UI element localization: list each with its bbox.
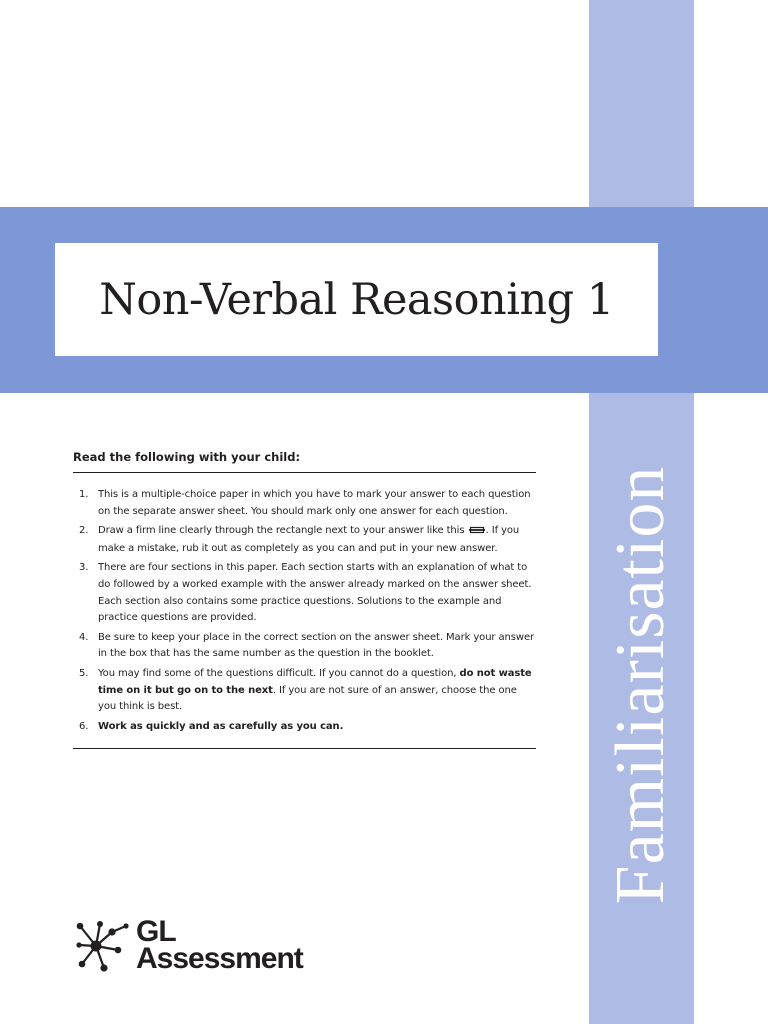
list-item [73,666,536,716]
logo-line-1: GL [136,915,176,948]
item-text: This is a multiple-choice paper in which you have to mark your answer to each question on the separate answer sheet. You should mark only one answer for each question. [98,489,531,517]
gl-network-logo-icon [74,918,130,974]
instructions-heading: Read the following with your child: [73,450,536,473]
logo-line-2: Assessment [136,942,303,975]
item-text: . If you make a mistake, rub it out as completely as you can and put in your new answer. [98,525,520,554]
page-title: Non-Verbal Reasoning 1 [99,274,614,325]
title-box [55,243,658,356]
list-item [73,560,536,626]
instructions-panel [73,450,536,749]
list-item [73,523,536,557]
list-item [73,630,536,663]
item-number: 1. [79,489,89,500]
item-number: 5. [79,667,89,679]
list-item [73,487,536,520]
instructions-list [73,473,536,749]
item-text: . If you are not sure of an answer, choose the one you think is best. [98,684,517,713]
item-bold-text: Work as quickly and as carefully as you can. [98,720,344,732]
item-number: 6. [79,720,89,732]
item-number: 3. [79,562,89,574]
item-bold-text: do not waste time on it but go on to the next [98,667,532,696]
logo-wordmark [136,915,303,975]
list-item [73,719,536,736]
pencil-mark-icon [469,524,485,541]
gl-assessment-logo [74,915,334,978]
item-text: Draw a firm line clearly through the rectangle next to your answer like this [98,525,465,537]
side-label: Familiarisation [602,465,679,905]
item-number: 4. [79,631,89,643]
item-text: You may find some of the questions difficult. If you cannot do a question, [98,667,457,679]
item-text: There are four sections in this paper. Each section starts with an explanation of what to do followed by a worked example with the answer already marked on the answer sheet. Each section also contains some practice questions. Solutions to the example and practice questions are provided. [98,562,532,624]
item-number: 2. [79,525,89,537]
item-text: Be sure to keep your place in the correct section on the answer sheet. Mark your answer in the box that has the same number as the question in the booklet. [98,631,535,660]
